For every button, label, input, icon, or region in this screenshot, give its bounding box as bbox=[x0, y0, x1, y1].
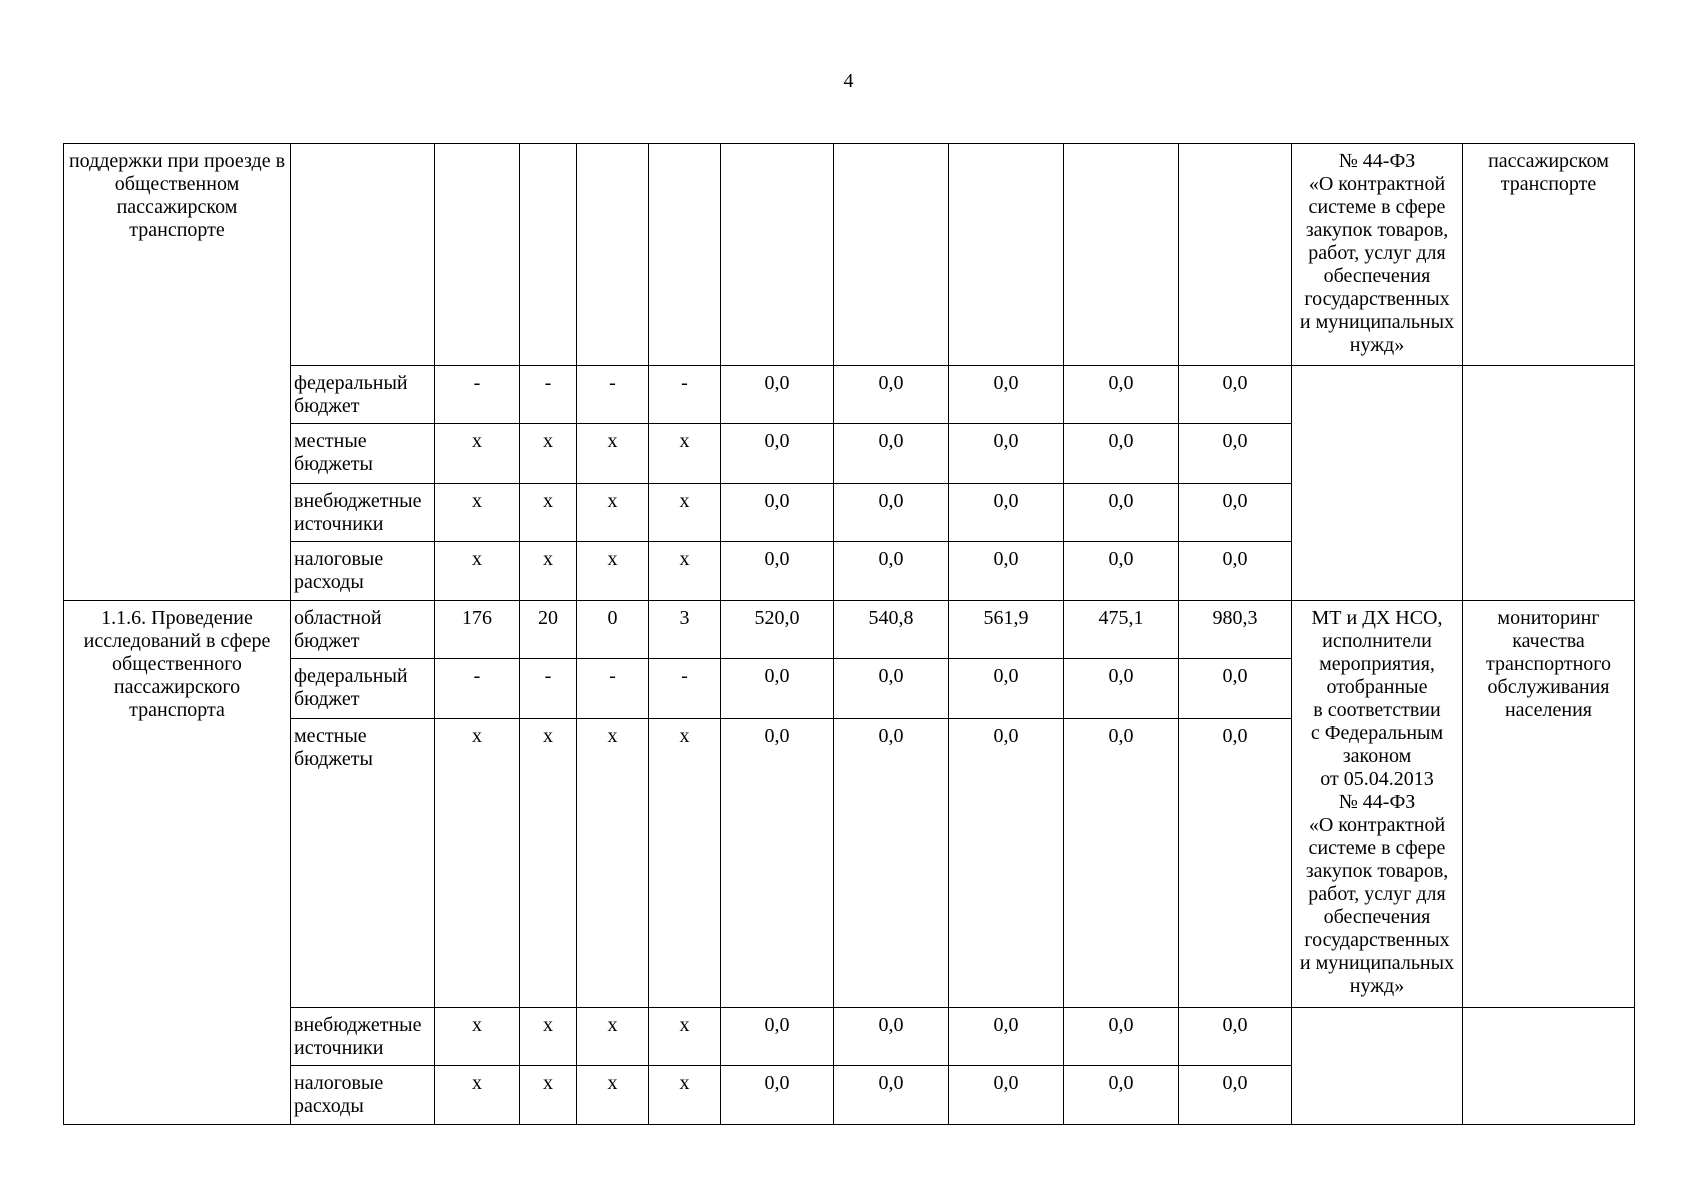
value-cell: - bbox=[435, 366, 520, 424]
value-cell: 0,0 bbox=[949, 1066, 1064, 1125]
value-cell: 520,0 bbox=[721, 601, 834, 659]
value-cell: х bbox=[577, 542, 649, 601]
value-cell: х bbox=[577, 424, 649, 484]
value-cell: 0,0 bbox=[1179, 424, 1292, 484]
value-cell: 0,0 bbox=[834, 659, 949, 719]
value-cell: 0,0 bbox=[834, 1008, 949, 1066]
value-cell: х bbox=[520, 1008, 577, 1066]
value-cell: х bbox=[435, 1066, 520, 1125]
value-cell: 20 bbox=[520, 601, 577, 659]
table-row bbox=[64, 366, 1635, 424]
value-cell: 0,0 bbox=[1179, 366, 1292, 424]
value-cell: 0 bbox=[577, 601, 649, 659]
value-cell: - bbox=[649, 366, 721, 424]
value-cell: - bbox=[649, 659, 721, 719]
value-cell: х bbox=[577, 1066, 649, 1125]
value-cell: 0,0 bbox=[1064, 542, 1179, 601]
funding-source-cell: местные бюджеты bbox=[291, 719, 435, 1008]
funding-source-cell: внебюджетные источники bbox=[291, 484, 435, 542]
executor-cell: МТ и ДХ НСО, исполнители мероприятия, отобранные в соответствии с Федеральным законом от 05.04.2013 № 44-ФЗ «О контрактной системе в сфере закупок товаров, работ, услуг для обеспечения государственных и муниципальных нужд» bbox=[1292, 601, 1463, 1008]
value-cell: 0,0 bbox=[1064, 424, 1179, 484]
value-cell: 0,0 bbox=[1179, 484, 1292, 542]
value-cell: 0,0 bbox=[721, 659, 834, 719]
value-cell: 0,0 bbox=[721, 719, 834, 1008]
measure-name-cell: 1.1.6. Проведение исследований в сфере общественного пассажирского транспорта bbox=[64, 601, 291, 1125]
funding-source-cell: федеральный бюджет bbox=[291, 659, 435, 719]
executor-cell: № 44-ФЗ «О контрактной системе в сфере закупок товаров, работ, услуг для обеспечения государственных и муниципальных нужд» bbox=[1292, 144, 1463, 366]
funding-source-cell: местные бюджеты bbox=[291, 424, 435, 484]
funding-source-cell: внебюджетные источники bbox=[291, 1008, 435, 1066]
value-cell: 176 bbox=[435, 601, 520, 659]
value-cell: 980,3 bbox=[1179, 601, 1292, 659]
empty-cell bbox=[1463, 366, 1635, 601]
value-cell: х bbox=[435, 424, 520, 484]
value-cell: х bbox=[649, 424, 721, 484]
value-cell: х bbox=[649, 484, 721, 542]
value-cell: 0,0 bbox=[1179, 719, 1292, 1008]
value-cell: х bbox=[520, 424, 577, 484]
empty-cell bbox=[435, 144, 520, 366]
value-cell: 0,0 bbox=[1064, 1008, 1179, 1066]
empty-cell bbox=[577, 144, 649, 366]
value-cell: х bbox=[577, 719, 649, 1008]
value-cell: 0,0 bbox=[1179, 1066, 1292, 1125]
value-cell: х bbox=[435, 484, 520, 542]
value-cell: х bbox=[435, 542, 520, 601]
funding-source-cell: налоговые расходы bbox=[291, 1066, 435, 1125]
empty-cell bbox=[1179, 144, 1292, 366]
value-cell: - bbox=[577, 366, 649, 424]
empty-cell bbox=[649, 144, 721, 366]
empty-cell bbox=[1292, 1008, 1463, 1125]
value-cell: 0,0 bbox=[721, 1066, 834, 1125]
value-cell: 0,0 bbox=[721, 542, 834, 601]
value-cell: 475,1 bbox=[1064, 601, 1179, 659]
funding-source-cell: налоговые расходы bbox=[291, 542, 435, 601]
value-cell: х bbox=[435, 719, 520, 1008]
funding-source-cell: областной бюджет bbox=[291, 601, 435, 659]
table-row bbox=[64, 144, 1635, 366]
value-cell: 540,8 bbox=[834, 601, 949, 659]
empty-cell bbox=[721, 144, 834, 366]
value-cell: 0,0 bbox=[949, 542, 1064, 601]
value-cell: х bbox=[577, 1008, 649, 1066]
value-cell: 0,0 bbox=[1064, 719, 1179, 1008]
value-cell: 0,0 bbox=[1064, 366, 1179, 424]
value-cell: 0,0 bbox=[834, 719, 949, 1008]
empty-cell bbox=[520, 144, 577, 366]
value-cell: 0,0 bbox=[1179, 659, 1292, 719]
value-cell: 0,0 bbox=[834, 424, 949, 484]
value-cell: - bbox=[435, 659, 520, 719]
value-cell: - bbox=[520, 366, 577, 424]
value-cell: х bbox=[520, 719, 577, 1008]
funding-source-cell: федеральный бюджет bbox=[291, 366, 435, 424]
value-cell: 0,0 bbox=[949, 659, 1064, 719]
value-cell: 0,0 bbox=[721, 484, 834, 542]
value-cell: 0,0 bbox=[1064, 484, 1179, 542]
empty-cell bbox=[949, 144, 1064, 366]
value-cell: 0,0 bbox=[721, 424, 834, 484]
value-cell: 0,0 bbox=[949, 719, 1064, 1008]
value-cell: х bbox=[649, 719, 721, 1008]
empty-cell bbox=[291, 144, 435, 366]
value-cell: 0,0 bbox=[1064, 659, 1179, 719]
value-cell: х bbox=[577, 484, 649, 542]
value-cell: 0,0 bbox=[949, 1008, 1064, 1066]
value-cell: 561,9 bbox=[949, 601, 1064, 659]
value-cell: х bbox=[649, 542, 721, 601]
value-cell: 0,0 bbox=[1179, 542, 1292, 601]
table-row bbox=[64, 1008, 1635, 1066]
table-row bbox=[64, 601, 1635, 659]
value-cell: 0,0 bbox=[834, 366, 949, 424]
value-cell: 0,0 bbox=[949, 424, 1064, 484]
measure-name-cell: поддержки при проезде в общественном пассажирском транспорте bbox=[64, 144, 291, 601]
empty-cell bbox=[1292, 366, 1463, 601]
value-cell: 0,0 bbox=[1179, 1008, 1292, 1066]
value-cell: - bbox=[520, 659, 577, 719]
value-cell: х bbox=[435, 1008, 520, 1066]
value-cell: 3 bbox=[649, 601, 721, 659]
funding-table bbox=[63, 143, 1635, 1125]
value-cell: 0,0 bbox=[1064, 1066, 1179, 1125]
empty-cell bbox=[1064, 144, 1179, 366]
value-cell: х bbox=[520, 542, 577, 601]
value-cell: 0,0 bbox=[721, 1008, 834, 1066]
value-cell: х bbox=[520, 1066, 577, 1125]
value-cell: 0,0 bbox=[834, 542, 949, 601]
value-cell: 0,0 bbox=[949, 484, 1064, 542]
value-cell: 0,0 bbox=[834, 1066, 949, 1125]
page-number: 4 bbox=[843, 70, 854, 92]
empty-cell bbox=[1463, 1008, 1635, 1125]
value-cell: 0,0 bbox=[834, 484, 949, 542]
value-cell: х bbox=[649, 1008, 721, 1066]
empty-cell bbox=[834, 144, 949, 366]
value-cell: 0,0 bbox=[721, 366, 834, 424]
value-cell: 0,0 bbox=[949, 366, 1064, 424]
value-cell: х bbox=[649, 1066, 721, 1125]
result-cell: мониторинг качества транспортного обслуживания населения bbox=[1463, 601, 1635, 1008]
result-cell: пассажирском транспорте bbox=[1463, 144, 1635, 366]
value-cell: - bbox=[577, 659, 649, 719]
value-cell: х bbox=[520, 484, 577, 542]
